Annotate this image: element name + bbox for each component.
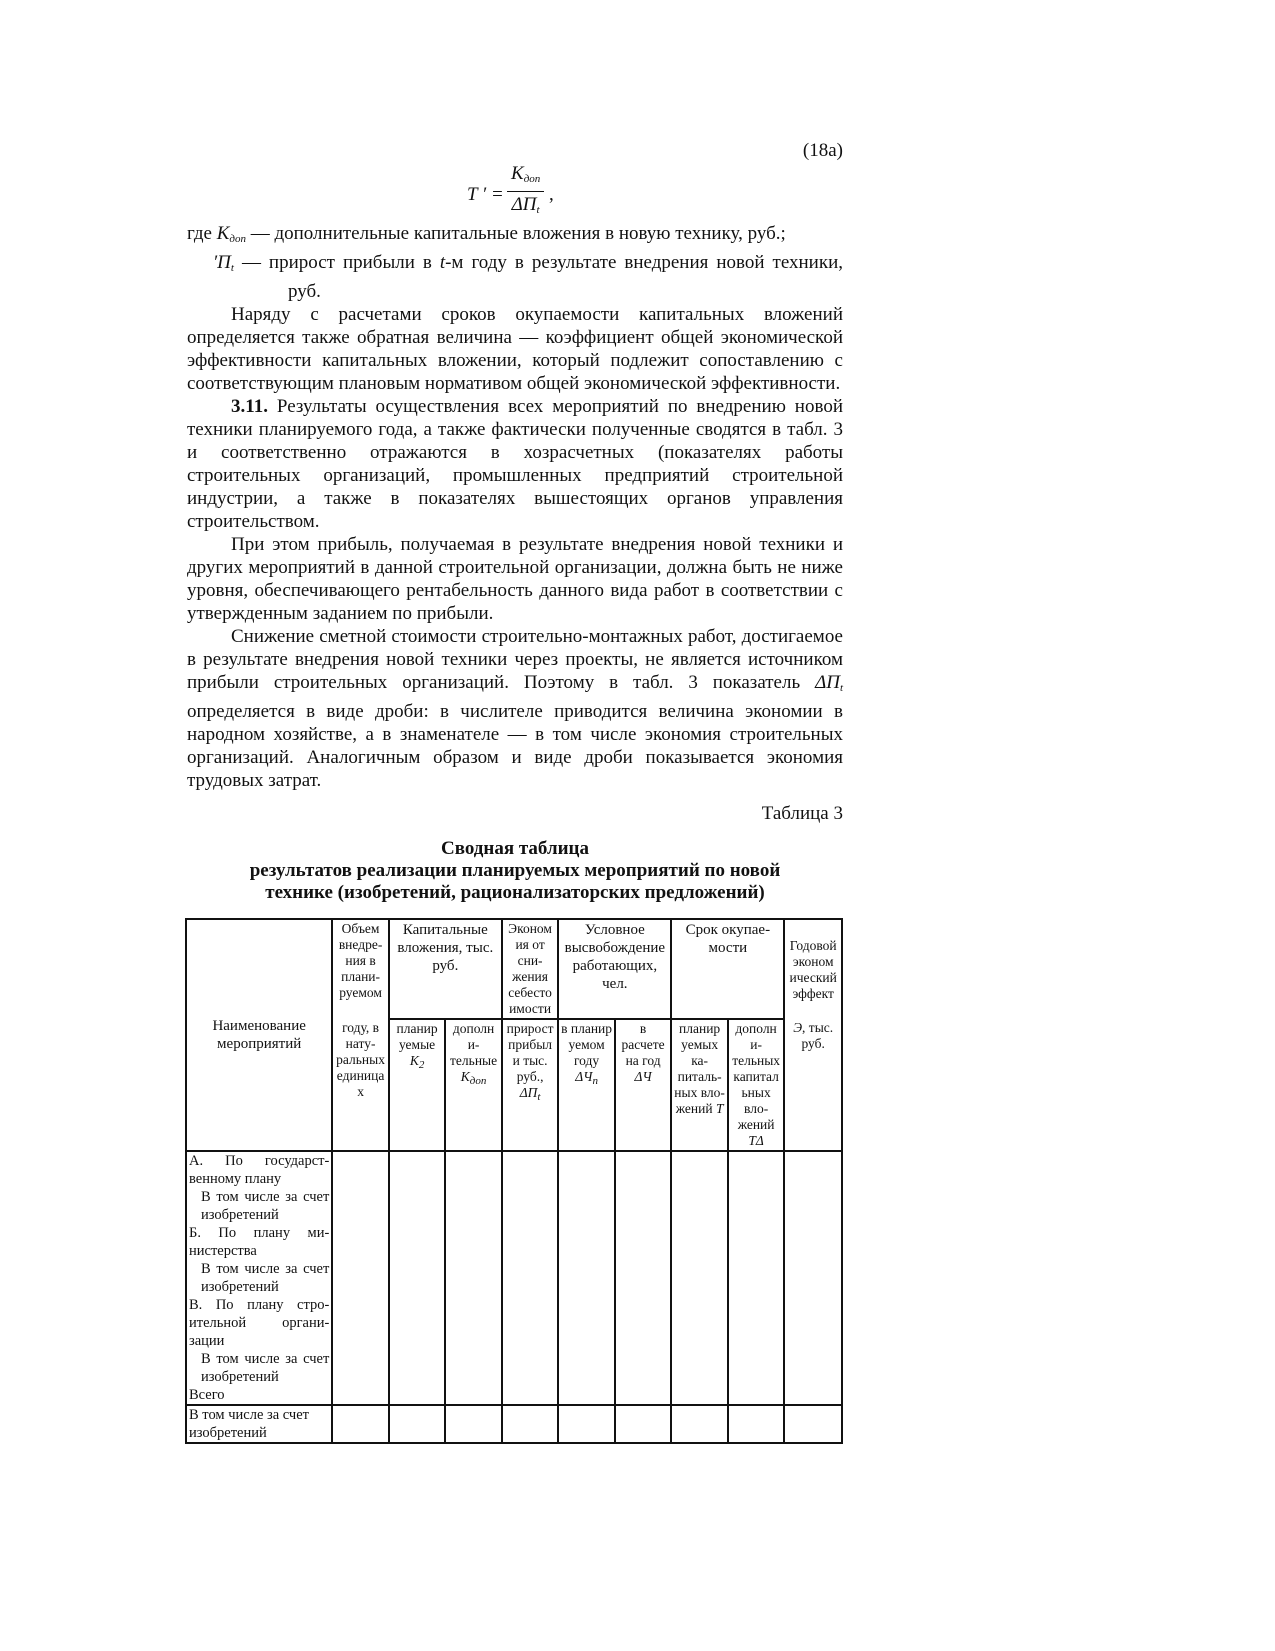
- header-capital: Капитальные вложения, тыс. руб.: [389, 919, 502, 1019]
- cell-empty: [784, 1151, 842, 1405]
- formula-denominator: $\Delta П_t$: [511, 194, 540, 216]
- definition-delta-p: $'П_t$ — прирост прибыли в t-м году в результате внедрения новой техники, руб.: [213, 252, 844, 302]
- header-economy-top: Эконом ия от сни-жения себесто имости: [502, 919, 559, 1019]
- equation-number: (18a): [802, 140, 843, 161]
- header-release: Условное высвобождение работающих, чел.: [558, 919, 671, 1019]
- paragraph-4: Снижение сметной стоимости строительно-монтажных работ, достигаемое в результате внедрения новой техники через проекты, не является источником прибыли строительных организаций. Поэтому в табл. 3 показатель $\Delta П_t$ определяется в виде дроби: в числителе приводится величина экономии в народном хозяйстве, а в знаменателе — в том числе экономия строительных организаций. Аналогичным образом и виде дроби показывается экономия трудовых затрат.: [187, 626, 843, 791]
- cell-empty: [445, 1151, 502, 1405]
- cell-empty: [332, 1151, 389, 1405]
- cell-empty: [502, 1151, 559, 1405]
- header-payback-extra: дополн и-тельных капитал ьных вло-жений TΔ: [728, 1019, 785, 1151]
- header-volume-bottom: году, в нату-ральных единица х: [332, 1019, 389, 1151]
- paragraph-3-11: 3.11. Результаты осуществления всех мероприятий по внедрению новой техники планируемого года, а также фактически полученные сводятся в табл. 3 и соответственно отражаются в хозрасчетных (показателях работы строительных организаций, промышленных предприятий строительной индустрии, а также в показателях вышестоящих органов управления строительством.: [187, 396, 843, 532]
- header-release-year: в расчете на год ΔЧ: [615, 1019, 672, 1151]
- header-volume-top: Объем внедре-ния в плани-руемом: [332, 919, 389, 1019]
- header-capital-extra: дополн и-тельные $K_{доп}$: [445, 1019, 502, 1151]
- header-name: Наименование мероприятий: [186, 919, 332, 1151]
- table-number: Таблица 3: [761, 803, 843, 824]
- definition-kdop: где $K_{доп}$ — дополнительные капитальные вложения в новую технику, руб.;: [187, 223, 786, 245]
- formula-numerator: $K_{доп}$: [507, 162, 544, 192]
- summary-table: [185, 918, 843, 1444]
- paragraph-1: Наряду с расчетами сроков окупаемости капитальных вложений определяется также обратная величина — коэффициент общей экономической эффективности капитальных вложении, который подлежит сопоставлению с соответствующим плановым нормативом общей экономической эффективности.: [187, 304, 843, 394]
- cell-empty: [671, 1151, 728, 1405]
- header-payback: Срок окупае-мости: [671, 919, 784, 1019]
- cell-empty: [558, 1151, 615, 1405]
- header-capital-planned: планир уемые $K_2$: [389, 1019, 446, 1151]
- header-economy-bottom: прирост прибыл и тыс. руб., $\Delta П_t$: [502, 1019, 559, 1151]
- header-release-planned: в планир уемом году $\Delta Ч_п$: [558, 1019, 615, 1151]
- cell-empty: [728, 1151, 785, 1405]
- formula-18a: T ′ = $K_{доп}$ $\Delta П_t$ ,: [187, 162, 843, 222]
- row-total-inventions: В том числе за счет изобретений: [186, 1405, 332, 1443]
- cell-empty: [615, 1151, 672, 1405]
- formula-lhs: T ′ =: [467, 184, 504, 205]
- document-page: [187, 140, 843, 1444]
- formula-fraction: [507, 162, 544, 223]
- table-caption: Сводная таблица результатов реализации планируемых мероприятий по новой технике (изобретений, рационализаторских предложений): [249, 838, 781, 903]
- paragraph-3: При этом прибыль, получаемая в результате внедрения новой техники и других мероприятий в данной строительной организации, должна быть не ниже уровня, обеспечивающего рентабельность данного вида работ в соответствии с утвержденным заданием по прибыли.: [187, 534, 843, 624]
- cell-empty: [389, 1151, 446, 1405]
- row-labels: А. По государст-венному плану В том числе за счет изобретений Б. По плану ми-нистерства В том числе за счет изобретений В. По плану стро-ительной органи-зации В том числе за счет изобретений Всего: [186, 1151, 332, 1405]
- header-annual-top: Годовой эконом ический эффект: [784, 919, 842, 1019]
- header-annual-bottom: Э, тыс. руб.: [784, 1019, 842, 1151]
- header-payback-planned: планир уемых ка-питаль-ных вло-жений T: [671, 1019, 728, 1151]
